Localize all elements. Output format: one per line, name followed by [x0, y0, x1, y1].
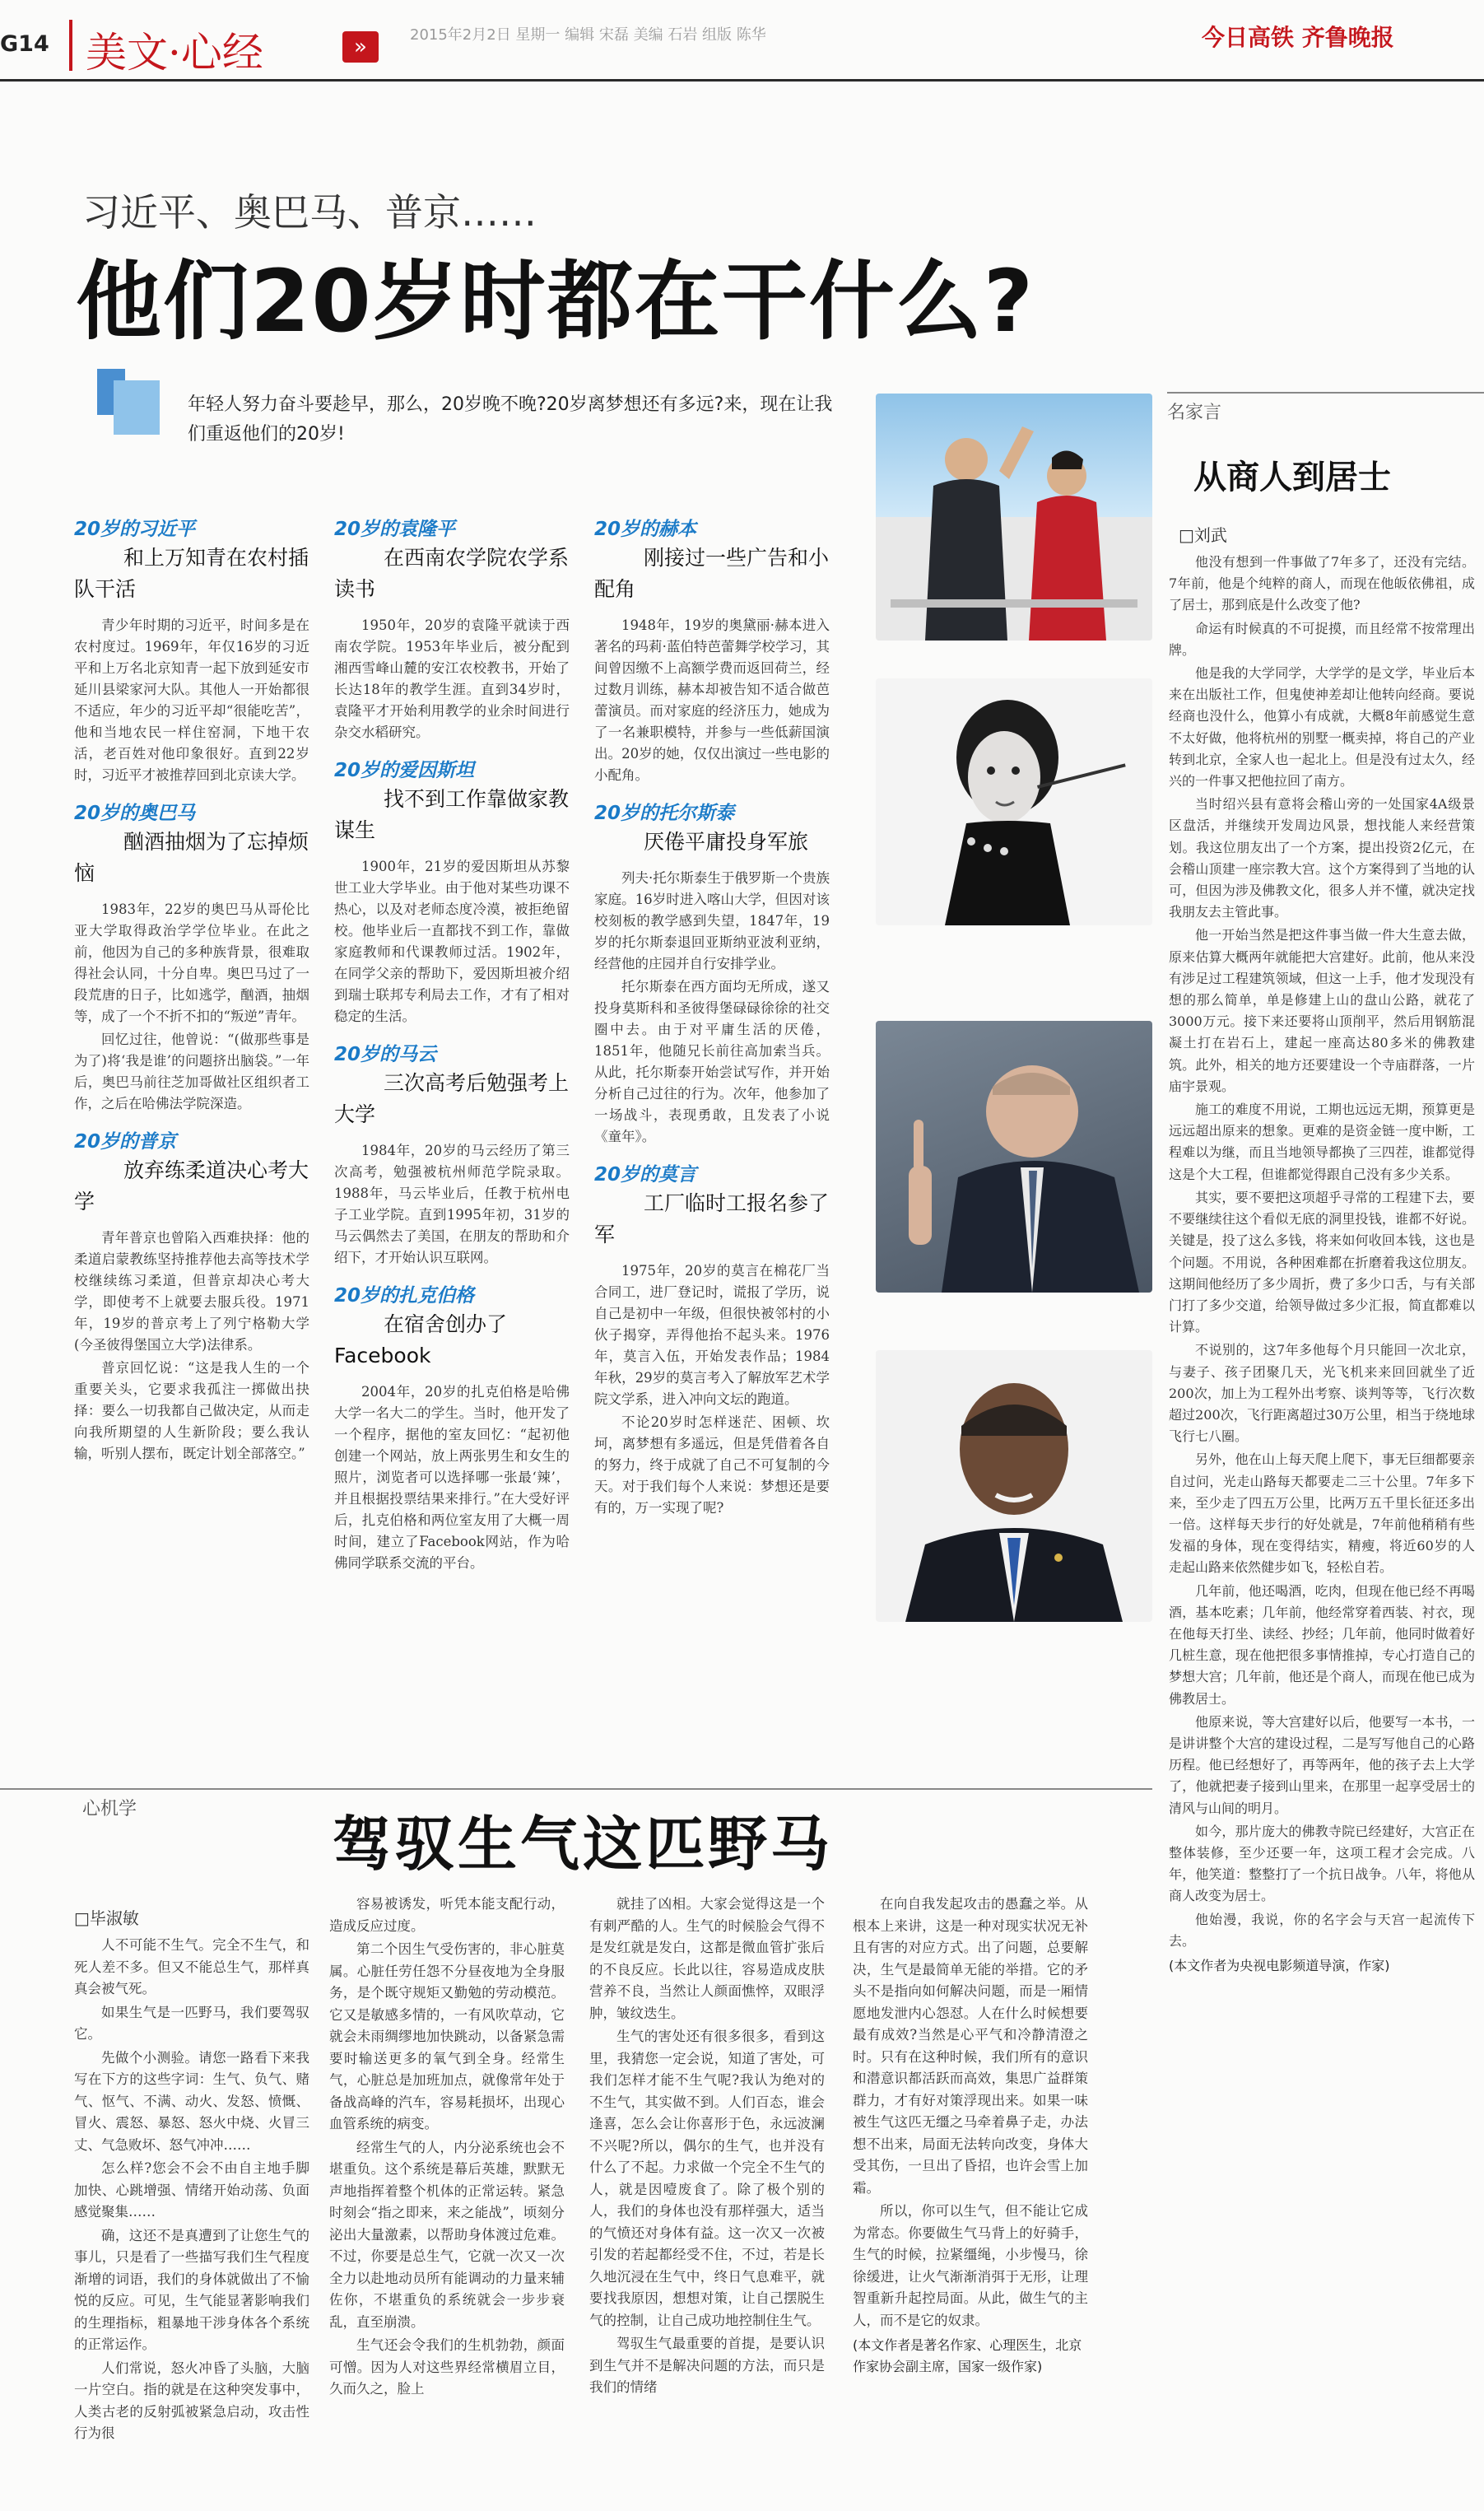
profile-subhead: 20岁的托尔斯泰: [594, 803, 735, 824]
profile-mayun: [334, 1039, 570, 1269]
xi-couple-photo: [876, 394, 1152, 641]
profile-lead: 和上万知青在农村插队干活: [74, 546, 309, 601]
profile-paragraph: 青少年时期的习近平，时间多是在农村度过。1969年，年仅16岁的习近平和上万名北京知青一起下放到延安市延川县梁家河大队。其他人一开始都很不适应，年少的习近平却“很能吃苦”，他和当地农民一样住窑洞，下地干农活，老百姓对他印象很好。直到22岁时，习近平才被推荐回到北京读大学。: [74, 617, 309, 783]
sidebar-paragraph: 他没有想到一件事做了7年多了，还没有完结。7年前，他是个纯粹的商人，而现在他皈依佛祖，成了居士，那到底是什么改变了他?: [1169, 554, 1475, 613]
double-chevron-icon: »: [342, 31, 379, 63]
lower-column-1: [74, 1935, 309, 2447]
lower-paragraph: 生气还会令我们的生机勃勃，颜面可憎。因为人对这些界经常横眉立目，久而久之，脸上: [329, 2337, 565, 2397]
lower-paragraph: 确，这还不是真遭到了让您生气的事儿，只是看了一些描写我们生气程度渐增的词语，我们的身体就做出了不愉悦的反应。可见，生气能显著影响我们的生理指标，粗暴地干涉身体各个系统的正常运作。: [74, 2227, 309, 2352]
putin-photo: [876, 1021, 1152, 1293]
profile-subhead: 20岁的袁隆平: [334, 519, 456, 540]
lower-author-note: (本文作者是著名作家、心理医生，北京作家协会副主席，国家一级作家): [853, 2337, 1082, 2374]
sidebar-paragraph: 其实，要不要把这项超乎寻常的工程建下去，要不要继续往这个看似无底的洞里投钱，谁都不好说。关键是，投了这么多钱，将来如何收回本钱，这也是个问题。不用说，各种困难都在折磨着我这位朋友。这期间他经历了多少周折，费了多少口舌，与有关部门打了多少交道，给领导做过多少汇报，简直都难以计算。: [1169, 1189, 1475, 1335]
obama-photo: [876, 1350, 1152, 1622]
newspaper-brand: 今日高铁 齐鲁晚报: [1202, 24, 1394, 51]
profile-paragraph: 2004年，20岁的扎克伯格是哈佛大学一名大二的学生。当时，他开发了一个程序，据他的室友回忆：“起初他创建一个网站，放上两张男生和女生的照片，浏览者可以选择哪一张最‘辣’，并且根据投票结果来排行。”在大受好评后，扎克伯格和两位室友用了大概一周时间，建立了Facebook网站，作为哈佛同学联系交流的平台。: [334, 1384, 570, 1571]
sidebar-paragraph: 他始漫，我说，你的名字会与天宫一起流传下去。: [1169, 1911, 1475, 1949]
intro-block-icon: [97, 369, 163, 438]
profile-hepburn: [594, 514, 830, 786]
profile-einstein: [334, 755, 570, 1027]
lower-paragraph: 怎么样?您会不会不由自主地手脚加快、心跳增强、情绪开始动荡、负面感觉聚集……: [74, 2160, 309, 2220]
profile-moyan: [594, 1159, 830, 1519]
profile-paragraph: 1983年，22岁的奥巴马从哥伦比亚大学取得政治学学位毕业。在此之前，他因为自己的多种族背景，很难取得社会认同，十分自卑。奥巴马过了一段荒唐的日子，比如逃学，酗酒，抽烟等，成了一个不折不扣的“叛逆”青年。: [74, 901, 309, 1024]
sidebar-paragraph: 他是我的大学同学，大学学的是文学，毕业后本来在出版社工作，但鬼使神差却让他转向经商。要说经商也没什么，他算小有成就，大概8年前感觉生意不太好做，他将杭州的别墅一概卖掉，将自己的产业转到北京，全家人也一起北上。但是没有过太久，经兴的一件事又把他拉回了南方。: [1169, 665, 1475, 790]
sidebar-author-note: (本文作者为央视电影频道导演，作家): [1169, 1958, 1390, 1973]
sidebar-paragraph: 几年前，他还喝酒，吃肉，但现在他已经不再喝酒，基本吃素；几年前，他经常穿着西装、衬衣，现在他每天打坐、读经、抄经；几年前，他同时做着好几桩生意，现在他把很多事情推掉，专心打造自己的梦想大宫；几年前，他还是个商人，而现在他已成为佛教居士。: [1169, 1582, 1475, 1707]
lower-paragraph: 人不可能不生气。完全不生气，和死人差不多。但又不能总生气，那样真真会被气死。: [74, 1937, 309, 1996]
profile-lead: 酗酒抽烟为了忘掉烦恼: [74, 830, 309, 885]
story-column-2: [334, 509, 570, 1586]
lower-paragraph: 第二个因生气受伤害的，非心脏莫属。心脏任劳任怨不分昼夜地为全身服务，是个既守规矩又勤勉的劳动模范。它又是敏感多情的，一有风吹草动，它就会未雨绸缪地加快跳动，以备紧急需要时输送更多的氧气到全身。经常生气，心脏总是加班加点，就像常年处于备战高峰的汽车，容易耗损坏，出现心血管系统的病变。: [329, 1941, 565, 2131]
profile-paragraph: 青年普京也曾陷入西难抉择：他的柔道启蒙教练坚持推荐他去高等技术学校继续练习柔道，但普京却决心考大学，即使考不上就要去服兵役。1971年，19岁的普京考上了列宁格勒大学(今圣彼得堡国立大学)法律系。: [74, 1230, 309, 1353]
sidebar-paragraph: 他原来说，等大宫建好以后，他要写一本书，一是讲讲整个大宫的建设过程，二是写写他自己的心路历程。他已经想好了，再等两年，他的孩子去上大学了，他就把妻子接到山里来，在那里一起享受居士的清风与山间的明月。: [1169, 1713, 1475, 1816]
sidebar-rule: [1167, 392, 1484, 394]
story-column-1: [74, 509, 309, 1476]
lower-paragraph: 容易被诱发，听凭本能支配行动，造成反应过度。: [329, 1896, 565, 1934]
profile-subhead: 20岁的普京: [74, 1131, 177, 1153]
profile-paragraph: 回忆过往，他曾说：“(做那些事是为了)将‘我是谁’的问题挤出脑袋。”一年后，奥巴马前往芝加哥做社区组织者工作，之后在哈佛法学院深造。: [74, 1032, 309, 1111]
profile-subhead: 20岁的马云: [334, 1044, 437, 1065]
profile-lead: 放弃练柔道决心考大学: [74, 1158, 309, 1214]
sidebar-paragraph: 施工的难度不用说，工期也远远无期，预算更是远远超出原来的想象。更难的是资金链一度中断，工程难以为继，而且当地领导都换了三四茬，谁都觉得这是个大工程，但谁都觉得跟自己没有多少关系。: [1169, 1102, 1475, 1182]
lower-paragraph: 驾驭生气最重要的首提，是要认识到生气并不是解决问题的方法，而只是我们的情绪: [589, 2336, 825, 2395]
sidebar-paragraph: 他一开始当然是把这件事当做一件大生意去做，原来估算大概两年就能把大宫建好。此前，他从来没有涉足过工程建筑领域，但这一上手，他才发现没有想的那么简单，单是修建上山的盘山公路，就花了3000万元。接下来还要将山顶削平，然后用钢筋混凝土打在岩石上，建起一座高达80多米的佛教建筑。此外，相关的地方还要建设一个寺庙群落，一片庙宇景观。: [1169, 927, 1475, 1094]
lower-story-title: 驾驭生气这匹野马: [333, 1810, 834, 1879]
profile-lead: 三次高考后勉强考上大学: [334, 1071, 570, 1126]
profile-lead: 厌倦平庸投身军旅: [644, 830, 809, 854]
lower-column-2: [329, 1894, 565, 2402]
issue-meta: 2015年2月2日 星期一 编辑 宋磊 美编 石岩 组版 陈华: [410, 26, 766, 44]
profile-paragraph: 1948年，19岁的奥黛丽·赫本进入著名的玛莉·蓝伯特芭蕾舞学校学习，其间曾因缴不上高额学费而返回荷兰，经过数月训练，赫本却被告知不适合做芭蕾演员。而对家庭的经济压力，她成为了一名兼职模特，并参与一些低薪国演出。20岁的她，仅仅出演过一些电影的小配角。: [594, 617, 830, 783]
profile-obama: [74, 798, 309, 1115]
profile-yuan: [334, 514, 570, 743]
profile-zuckerberg: [334, 1280, 570, 1574]
section-title: 美文·心经: [86, 29, 263, 77]
sidebar-body: [1169, 552, 1475, 1977]
sidebar-paragraph: 另外，他在山上每天爬上爬下，事无巨细都要亲自过问，光走山路每天都要走二三十公里。7年多下来，至少走了四五万公里，比两万五千里长征还多出一倍。这样每天步行的好处就是，7年前他稍稍有些发福的身体，现在变得结实，精瘦，将近60岁的人走起山路来依然健步如飞，轻松自若。: [1169, 1451, 1475, 1576]
lower-column-3: [589, 1894, 825, 2401]
lower-paragraph: 经常生气的人，内分泌系统也会不堪重负。这个系统是幕后英雄，默默无声地指挥着整个机体的正常运转。紧急时刻会“指之即来，来之能战”，顷刻分泌出大量激素，以帮助身体渡过危难。不过，你要是总生气，它就一次又一次全力以赴地动员所有能调动的力量来辅佐你，不堪重负的系统就会一步步衰乱，直至崩溃。: [329, 2139, 565, 2330]
sidebar-paragraph: 当时绍兴县有意将会稽山旁的一处国家4A级景区盘活，并继续开发周边风景，想找能人来经营策划。我这位朋友出了一个方案，提出投资2亿元，在会稽山顶建一座宗教大宫。这个方案得到了当地的认可，但因为涉及佛教文化，很多人并不懂，就决定找我朋友去主管此事。: [1169, 796, 1475, 920]
sidebar-author: □刘武: [1179, 525, 1227, 545]
profile-lead: 在西南农学院农学系读书: [334, 546, 570, 601]
lower-story-author: □毕淑敏: [74, 1908, 139, 1928]
profile-paragraph: 1900年，21岁的爱因斯坦从苏黎世工业大学毕业。由于他对某些功课不热心，以及对老师态度冷漠，被拒绝留校。他毕业后一直都找不到工作，靠做家庭教师和代课教师过活。1902年，在同学父亲的帮助下，爱因斯坦被介绍到瑞士联邦专利局去工作，才有了相对稳定的生活。: [334, 859, 570, 1024]
profile-subhead: 20岁的扎克伯格: [334, 1285, 475, 1307]
lower-paragraph: 生气的害处还有很多很多，看到这里，我猜您一定会说，知道了害处，可我们怎样才能不生气呢?我认为绝对的不生气，其实做不到。人们百态，谁会逢喜，怎么会让你喜形于色，永远波澜不兴呢?所以，偶尔的生气，也并没有什么了不起。力求做一个完全不生气的人，就是因噎废食了。除了极个别的人，我们的身体也没有那样强大，适当的气愤还对身体有益。这一次又一次被引发的若起都经受不住，不过，若是长久地沉浸在生气中，终日气息难平，就要找我原因，想想对策，让自己摆脱生气的控制，让自己成功地控制住生气。: [589, 2029, 825, 2328]
lower-paragraph: 先做个小测验。请您一路看下来我写在下方的这些字词：生气、负气、赌气、怄气、不满、动火、发怒、愤慨、冒火、震怒、暴怒、怒火中烧、火冒三丈、气急败坏、怒气冲冲……: [74, 2049, 309, 2153]
profile-subhead: 20岁的爱因斯坦: [334, 760, 475, 781]
article-intro: 年轻人努力奋斗要趁早，那么，20岁晚不晚?20岁离梦想还有多远?来，现在让我们重返他们的20岁!: [188, 394, 833, 445]
story-column-3: [594, 509, 830, 1530]
profile-paragraph: 1975年，20岁的莫言在棉花厂当合同工，进厂登记时，谎报了学历，说自己是初中一年级，但很快被邻村的小伙子揭穿，弄得他抬不起头来。1976年，莫言入伍，开始发表作品；1984年秋，29岁的莫言考入了解放军艺术学院文学系，进入冲向文坛的跑道。: [594, 1263, 830, 1407]
profile-lead: 找不到工作靠做家教谋生: [334, 787, 570, 842]
sidebar-tag: 名家言: [1167, 403, 1222, 423]
article-title: 他们20岁时都在干什么?: [76, 251, 1035, 352]
profile-paragraph: 普京回忆说：“这是我人生的一个重要关头，它要求我孤注一掷做出抉择：要么一切我都自己做决定，从而走向我所期望的人生新阶段；要么我认输，听别人摆布，既定计划全部落空。”: [74, 1360, 309, 1461]
hepburn-photo: [876, 678, 1152, 925]
sidebar-paragraph: 不说别的，这7年多他每个月只能回一次北京，与妻子、孩子团聚几天，光飞机来来回回就坐了近200次，加上为工程外出考察、谈判等等，飞行次数超过200次，飞行距离超过30万公里，相当于绕地球飞行七八圈。: [1169, 1342, 1475, 1445]
profile-subhead: 20岁的奥巴马: [74, 803, 196, 824]
sidebar-paragraph: 命运有时候真的不可捉摸，而且经常不按常理出牌。: [1169, 620, 1475, 658]
sidebar-title: 从商人到居士: [1193, 459, 1391, 496]
profile-lead: 刚接过一些广告和小配角: [594, 546, 830, 601]
page-number: G14: [0, 31, 49, 57]
profile-tolstoy: [594, 798, 830, 1148]
lower-paragraph: 所以，你可以生气，但不能让它成为常态。你要做生气马背上的好骑手，生气的时候，拉紧缰绳，小步慢马，徐徐缓进，让火气渐渐消弭于无形，让理智重新升起控局面。从此，做生气的主人，而不是它的奴隶。: [853, 2203, 1088, 2328]
profile-paragraph: 1950年，20岁的袁隆平就读于西南农学院。1953年毕业后，被分配到湘西雪峰山麓的安江农校教书，开始了长达18年的教学生涯。直到34岁时，袁隆平才开始利用教学的业余时间进行杂交水稻研究。: [334, 617, 570, 740]
profile-subhead: 20岁的莫言: [594, 1164, 697, 1186]
lower-paragraph: 就挂了凶相。大家会觉得这是一个有刺严酷的人。生气的时候脸会气得不是发红就是发白，这都是微血管扩张后的不良反应。长此以往，容易造成皮肤营养不良，当然让人颜面憔悴，双眼浮肿，皱纹迭生。: [589, 1896, 825, 2021]
profile-paragraph: 列夫·托尔斯泰生于俄罗斯一个贵族家庭。16岁时进入喀山大学，但因对该校刻板的教学感到失望，1847年，19岁的托尔斯泰退回亚斯纳亚波利亚纳，经营他的庄园并自行安排学业。: [594, 870, 830, 971]
profile-subhead: 20岁的赫本: [594, 519, 697, 540]
header-rule: [0, 79, 1484, 82]
profile-subhead: 20岁的习近平: [74, 519, 196, 540]
lower-story-rule: [0, 1788, 1152, 1790]
profile-paragraph: 托尔斯泰在西方面均无所成，遂又投身莫斯科和圣彼得堡碌碌徐徐的社交圈中去。由于对平庸生活的厌倦，1851年，他随兄长前往高加索当兵。从此，托尔斯泰开始尝试写作，并开始分析自己过往的行为。次年，他参加了一场战斗，表现勇敢，且发表了小说《童年》。: [594, 979, 830, 1144]
profile-paragraph: 1984年，20岁的马云经历了第三次高考，勉强被杭州师范学院录取。1988年，马云毕业后，任教于杭州电子工业学院。直到1995年初，31岁的马云偶然去了美国，在朋友的帮助和介绍下，才开始认识互联网。: [334, 1143, 570, 1265]
profile-paragraph: 不论20岁时怎样迷茫、困顿、坎坷，离梦想有多遥远，但是凭借着各自的努力，终于成就了自己不可复制的今天。对于我们每个人来说：梦想还是要有的，万一实现了呢?: [594, 1414, 830, 1516]
lower-paragraph: 人们常说，怒火冲昏了头脑，大脑一片空白。指的就是在这种突发事中，人类古老的反射弧被紧急启动，攻击性行为很: [74, 2360, 309, 2441]
lower-column-4: [853, 1894, 1088, 2378]
page-number-divider: [69, 20, 72, 71]
profile-lead: 工厂临时工报名参了军: [594, 1191, 830, 1246]
lower-story-tag: 心机学: [82, 1799, 137, 1819]
profile-xi: [74, 514, 309, 786]
sidebar-paragraph: 如今，那片庞大的佛教寺院已经建好，大宫正在整体装修，至少还要一年，这项工程才会完成。八年，他笑道：整整打了一个抗日战争。八年，将他从商人改变为居士。: [1169, 1823, 1475, 1904]
article-kicker: 习近平、奥巴马、普京……: [82, 190, 537, 235]
lower-paragraph: 在向自我发起攻击的愚蠢之举。从根本上来讲，这是一种对现实状况无补且有害的对应方式。出了问题，总要解决，生气是最简单无能的举措。它的矛头不是指向如何解决问题，而是一厢情愿地发泄内心怨怼。人在什么时候想要最有成效?当然是心平气和冷静清澄之时。只有在这种时候，我们所有的意识和潜意识都活跃而高效，集思广益群策群力，才有好对策浮现出来。如果一味被生气这匹无缰之马牵着鼻子走，办法想不出来，局面无法转向改变，身体大受其伤，一旦出了昏招，也许会雪上加霜。: [853, 1896, 1088, 2196]
profile-lead: 在宿舍创办了Facebook: [334, 1312, 508, 1367]
lower-paragraph: 如果生气是一匹野马，我们要驾驭它。: [74, 2004, 309, 2042]
profile-putin: [74, 1126, 309, 1465]
